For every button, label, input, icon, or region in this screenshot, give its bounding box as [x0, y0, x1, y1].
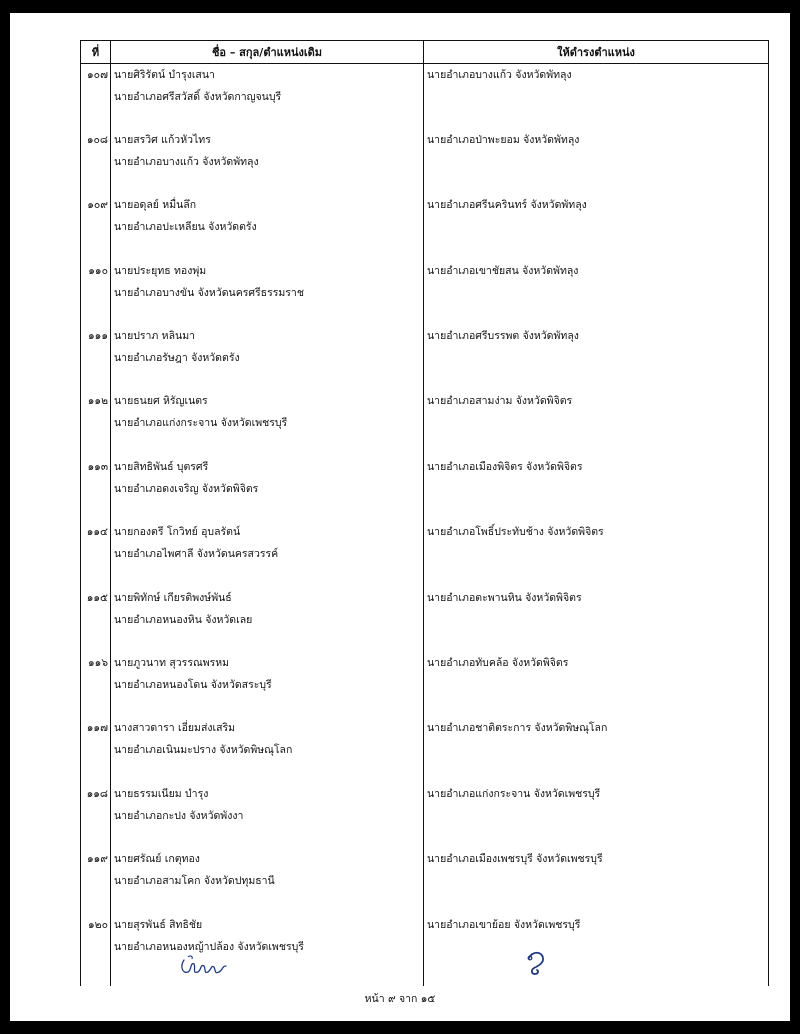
old-position: นายอำเภอไพศาลี จังหวัดนครสวรรค์: [114, 548, 279, 561]
row-number: ๑๑๑: [81, 325, 111, 390]
name-old-position-cell: [111, 783, 424, 848]
document-page: [10, 13, 790, 1021]
new-position: นายอำเภอแก่งกระจาน จังหวัดเพชรบุรี: [424, 783, 769, 848]
new-position: นายอำเภอบางแก้ว จังหวัดพัทลุง: [424, 64, 769, 129]
page-number: หน้า ๙ จาก ๑๕: [364, 993, 436, 1005]
row-number: ๑๑๒: [81, 390, 111, 455]
old-position: นายอำเภอกะปง จังหวัดพังงา: [114, 809, 244, 822]
old-position: นายอำเภอบางแก้ว จังหวัดพัทลุง: [114, 155, 259, 168]
table-row: [81, 260, 769, 325]
row-number: ๑๑๕: [81, 587, 111, 652]
table-row: [81, 456, 769, 521]
old-position: นายอำเภอรัษฎา จังหวัดตรัง: [114, 352, 240, 365]
name-old-position-cell: [111, 325, 424, 390]
person-name: นายปราภ หลินมา: [114, 330, 196, 343]
name-old-position-cell: [111, 129, 424, 194]
table-row: [81, 587, 769, 652]
person-name: นางสาวดารา เอี่ยมส่งเสริม: [114, 722, 236, 735]
person-name: นายธนยศ หิรัญเนตร: [114, 395, 208, 408]
person-name: นายพิทักษ์ เกียรติพงษ์พันธ์: [114, 591, 232, 604]
appointment-table: [80, 40, 769, 986]
name-old-position-cell: [111, 652, 424, 717]
name-old-position-cell: [111, 456, 424, 521]
old-position: นายอำเภอหนองหญ้าปล้อง จังหวัดเพชรบุรี: [114, 940, 304, 953]
table-row: [81, 783, 769, 848]
row-number: ๑๑๗: [81, 717, 111, 782]
table-header-row: [81, 41, 769, 64]
old-position: นายอำเภอดงเจริญ จังหวัดพิจิตร: [114, 482, 259, 495]
row-number: ๑๑๓: [81, 456, 111, 521]
old-position: นายอำเภอสามโคก จังหวัดปทุมธานี: [114, 875, 275, 888]
row-number: ๑๒๐: [81, 914, 111, 986]
table-row: [81, 914, 769, 986]
new-position: นายอำเภอโพธิ์ประทับช้าง จังหวัดพิจิตร: [424, 521, 769, 586]
row-number: ๑๑๙: [81, 848, 111, 913]
new-position: นายอำเภอป่าพะยอม จังหวัดพัทลุง: [424, 129, 769, 194]
person-name: นายศิริรัตน์ บำรุงเสนา: [114, 69, 215, 81]
name-old-position-cell: [111, 390, 424, 455]
name-old-position-cell: [111, 64, 424, 129]
person-name: นายสุรพันธ์ สิทธิชัย: [114, 918, 203, 931]
name-old-position-cell: [111, 848, 424, 913]
row-number: ๑๐๗: [81, 64, 111, 129]
person-name: นายประยุทธ ทองพุ่ม: [114, 264, 207, 277]
row-number: ๑๐๙: [81, 194, 111, 259]
new-position: นายอำเภอเมืองพิจิตร จังหวัดพิจิตร: [424, 456, 769, 521]
name-old-position-cell: [111, 194, 424, 259]
row-number: ๑๑๖: [81, 652, 111, 717]
table-row: [81, 521, 769, 586]
person-name: นายกองตรี โกวิทย์ อุบลรัตน์: [114, 526, 241, 539]
table-row: [81, 64, 769, 129]
table-row: [81, 848, 769, 913]
name-old-position-cell: [111, 521, 424, 586]
person-name: นายสรวิศ แก้วหัวไทร: [114, 133, 211, 146]
new-position: นายอำเภอชาติตระการ จังหวัดพิษณุโลก: [424, 717, 769, 782]
name-old-position-cell: [111, 260, 424, 325]
new-position: นายอำเภอเขาย้อย จังหวัดเพชรบุรี: [424, 914, 769, 986]
new-position: นายอำเภอศรีบรรพต จังหวัดพัทลุง: [424, 325, 769, 390]
table-row: [81, 194, 769, 259]
header-no: ที่: [81, 41, 111, 64]
table-row: [81, 390, 769, 455]
old-position: นายอำเภอเนินมะปราง จังหวัดพิษณุโลก: [114, 744, 293, 757]
old-position: นายอำเภอปะเหลียน จังหวัดตรัง: [114, 221, 257, 234]
name-old-position-cell: [111, 587, 424, 652]
person-name: นายศรัณย์ เกตุทอง: [114, 853, 200, 866]
new-position: นายอำเภอเมืองเพชรบุรี จังหวัดเพชรบุรี: [424, 848, 769, 913]
new-position: นายอำเภอสามง่าม จังหวัดพิจิตร: [424, 390, 769, 455]
row-number: ๑๑๐: [81, 260, 111, 325]
header-name-old-position: ชื่อ – สกุล/ตำแหน่งเดิม: [111, 41, 424, 64]
person-name: นายสิทธิพันธ์ บุตรศรี: [114, 460, 209, 473]
new-position: นายอำเภอศรีนครินทร์ จังหวัดพัทลุง: [424, 194, 769, 259]
name-old-position-cell: [111, 914, 424, 986]
old-position: นายอำเภอศรีสวัสดิ์ จังหวัดกาญจนบุรี: [114, 91, 282, 103]
header-new-position: ให้ดำรงตำแหน่ง: [424, 41, 769, 64]
table-row: [81, 129, 769, 194]
table-row: [81, 652, 769, 717]
old-position: นายอำเภอหนองหิน จังหวัดเลย: [114, 613, 253, 626]
new-position: นายอำเภอทับคล้อ จังหวัดพิจิตร: [424, 652, 769, 717]
person-name: นายอดุลย์ หมื่นลึก: [114, 199, 197, 212]
row-number: ๑๐๘: [81, 129, 111, 194]
table-row: [81, 325, 769, 390]
row-number: ๑๑๔: [81, 521, 111, 586]
old-position: นายอำเภอแก่งกระจาน จังหวัดเพชรบุรี: [114, 417, 288, 430]
old-position: นายอำเภอบางขัน จังหวัดนครศรีธรรมราช: [114, 286, 304, 299]
new-position: นายอำเภอตะพานหิน จังหวัดพิจิตร: [424, 587, 769, 652]
new-position: นายอำเภอเขาชัยสน จังหวัดพัทลุง: [424, 260, 769, 325]
table-row: [81, 717, 769, 782]
name-old-position-cell: [111, 717, 424, 782]
row-number: ๑๑๘: [81, 783, 111, 848]
person-name: นายธรรมเนียม บำรุง: [114, 787, 209, 800]
old-position: นายอำเภอหนองโดน จังหวัดสระบุรี: [114, 679, 272, 692]
person-name: นายภูวนาท สุวรรณพรหม: [114, 657, 230, 670]
